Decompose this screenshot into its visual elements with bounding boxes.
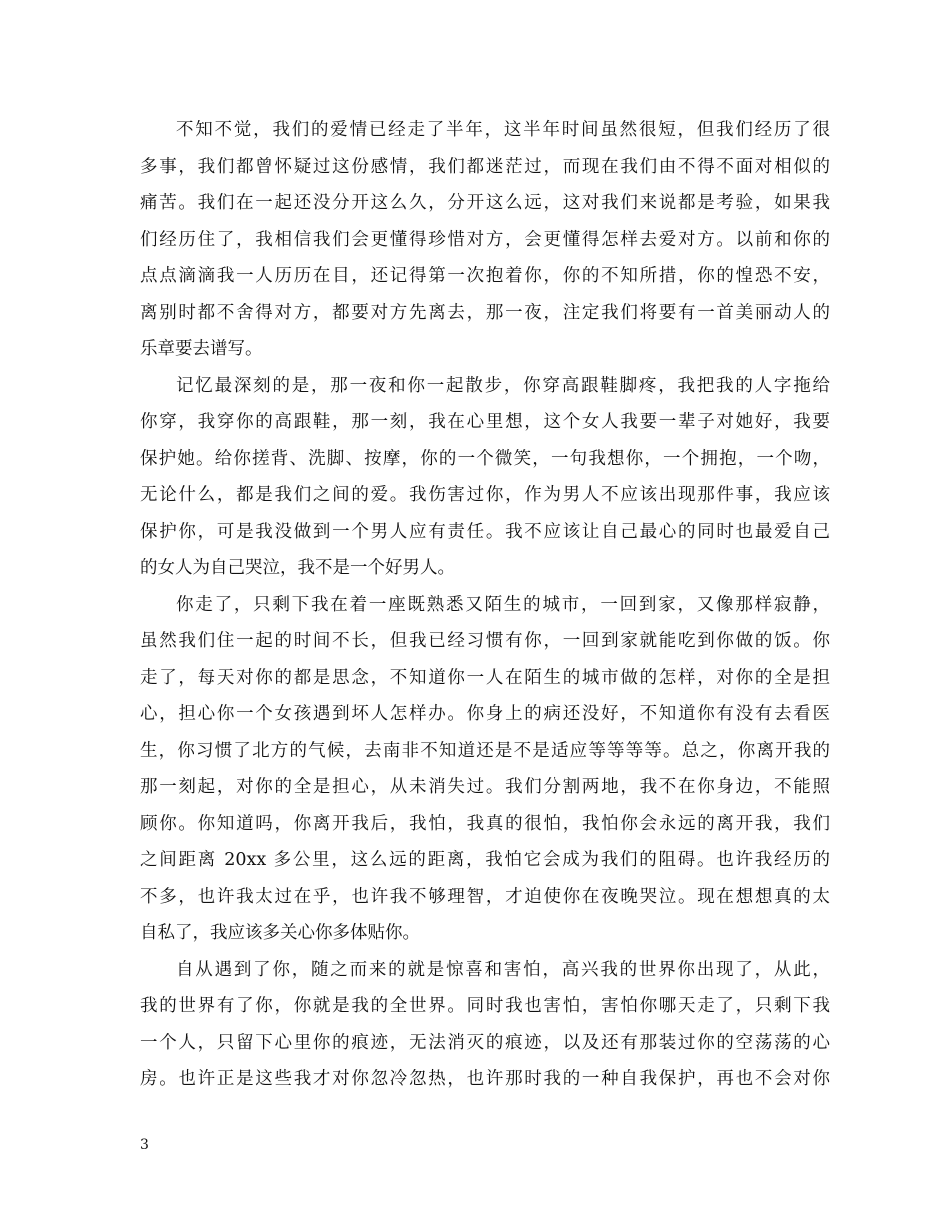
text-line: 保护她。给你搓背、洗脚、按摩，你的一个微笑，一句我想你，一个拥抱，一个吻， <box>140 448 830 469</box>
text-line: 一个人，只留下心里你的痕迹，无法消灭的痕迹，以及还有那装过你的空荡荡的心 <box>140 1032 830 1053</box>
body-text <box>140 112 830 1098</box>
page-number: 3 <box>140 1137 149 1153</box>
text-line: 那一刻起，对你的全是担心，从未消失过。我们分割两地，我不在你身边，不能照 <box>140 777 830 797</box>
text-line: 们经历住了，我相信我们会更懂得珍惜对方，会更懂得怎样去爱对方。以前和你的 <box>140 229 830 250</box>
text-line: 不知不觉，我们的爱情已经走了半年，这半年时间虽然很短，但我们经历了很 <box>176 120 830 140</box>
text-line: 生，你习惯了北方的气候，去南非不知道还是不是适应等等等等。总之，你离开我的 <box>140 740 830 761</box>
text-line: 的女人为自己哭泣，我不是一个好男人。 <box>140 558 455 578</box>
text-line: 保护你，可是我没做到一个男人应有责任。我不应该让自己最心的同时也最爱自己 <box>140 521 830 542</box>
text-line: 你穿，我穿你的高跟鞋，那一刻，我在心里想，这个女人我要一辈子对她好，我要 <box>140 412 830 432</box>
text-line: 我的世界有了你，你就是我的全世界。同时我也害怕，害怕你哪天走了，只剩下我 <box>140 996 830 1016</box>
text-line: 之间距离 20xx 多公里，这么远的距离，我怕它会成为我们的阻碍。也许我经历的 <box>140 850 830 870</box>
text-line: 顾你。你知道吗，你离开我后，我怕，我真的很怕，我怕你会永远的离开我，我们 <box>140 813 830 834</box>
text-line: 不多，也许我太过在乎，也许我不够理智，才迫使你在夜晚哭泣。现在想想真的太 <box>140 886 830 907</box>
text-line: 虽然我们住一起的时间不长，但我已经习惯有你，一回到家就能吃到你做的饭。你 <box>140 631 830 651</box>
text-line: 乐章要去谱写。 <box>140 339 263 359</box>
text-line: 房。也许正是这些我才对你忽冷忽热，也许那时我的一种自我保护，再也不会对你 <box>140 1069 830 1089</box>
text-line: 点点滴滴我一人历历在目，还记得第一次抱着你，你的不知所措，你的惶恐不安， <box>140 266 830 286</box>
text-line: 无论什么，都是我们之间的爱。我伤害过你，作为男人不应该出现那件事，我应该 <box>140 485 830 505</box>
text-line: 自从遇到了你，随之而来的就是惊喜和害怕，高兴我的世界你出现了，从此， <box>176 959 830 980</box>
text-line: 离别时都不舍得对方，都要对方先离去，那一夜，注定我们将要有一首美丽动人的 <box>140 302 830 323</box>
text-line: 走了，每天对你的都是思念，不知道你一人在陌生的城市做的怎样，对你的全是担 <box>140 667 830 688</box>
text-line: 你走了，只剩下我在着一座既熟悉又陌生的城市，一回到家，又像那样寂静， <box>176 594 830 615</box>
text-line: 痛苦。我们在一起还没分开这么久，分开这么远，这对我们来说都是考验，如果我 <box>140 193 830 213</box>
text-line: 记忆最深刻的是，那一夜和你一起散步，你穿高跟鞋脚疼，我把我的人字拖给 <box>176 375 830 396</box>
text-line: 心，担心你一个女孩遇到坏人怎样办。你身上的病还没好，不知道你有没有去看医 <box>140 704 830 724</box>
text-line: 自私了，我应该多关心你多体贴你。 <box>140 923 420 943</box>
text-line: 多事，我们都曾怀疑过这份感情，我们都迷茫过，而现在我们由不得不面对相似的 <box>140 156 830 177</box>
